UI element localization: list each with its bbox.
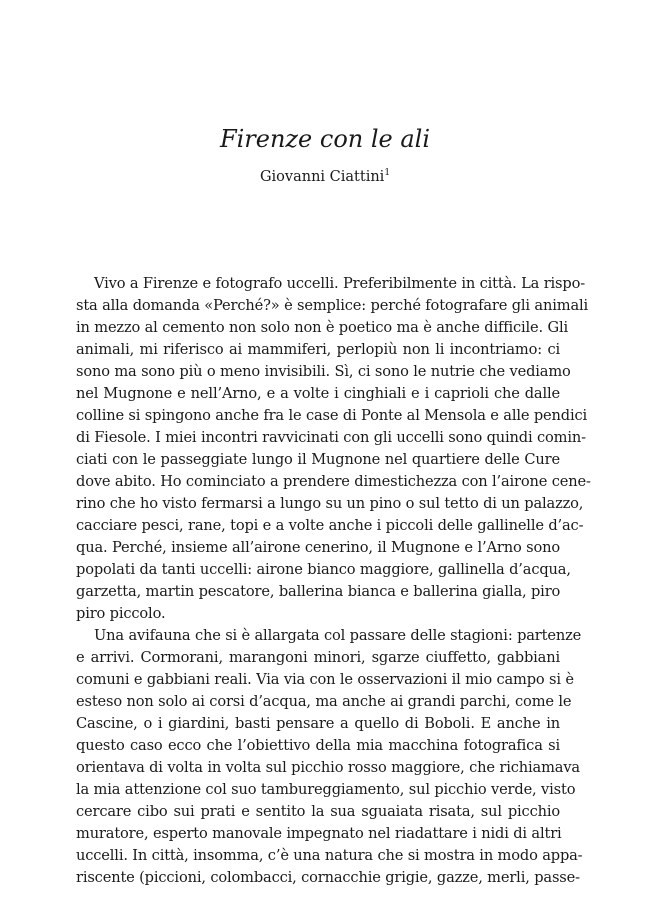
text-line: sono ma sono più o meno invisibili. Sì, ci sono le nutrie che vediamo [76,363,571,380]
text-line: ciati con le passeggiate lungo il Mugnone nel quartiere delle Cure [76,451,560,468]
article-body [76,273,591,889]
text-line: questo caso ecco che l’obiettivo della mia macchina fotografica si [76,737,560,754]
text-line: cacciare pesci, rane, topi e a volte anche i piccoli delle gallinelle d’ac- [76,517,584,534]
text-line: popolati da tanti uccelli: airone bianco maggiore, gallinella d’acqua, [76,561,571,578]
text-line: nel Mugnone e nell’Arno, e a volte i cinghiali e i caprioli che dalle [76,385,560,402]
footnote-mark: 1 [384,168,391,179]
author-name: Giovanni Ciattini [259,169,385,185]
text-line: comuni e gabbiani reali. Via via con le osservazioni il mio campo si è [76,671,574,688]
text-line: riscente (piccioni, colombacci, cornacchie grigie, gazze, merli, passe- [76,869,580,886]
text-line: colline si spingono anche fra le case di Ponte al Mensola e alle pendici [76,407,588,424]
text-line: in mezzo al cemento non solo non è poetico ma è anche difficile. Gli [76,319,569,336]
text-line: cercare cibo sui prati e sentito la sua sguaiata risata, sul picchio [76,803,560,820]
text-line: Cascine, o i giardini, basti pensare a quello di Boboli. E anche in [76,715,560,732]
text-line: dove abito. Ho cominciato a prendere dimestichezza con l’airone cene- [76,473,591,490]
text-line: animali, mi riferisco ai mammiferi, perlopiù non li incontriamo: ci [76,341,560,358]
text-line: orientava di volta in volta sul picchio rosso maggiore, che richiamava [76,759,580,776]
text-line: esteso non solo ai corsi d’acqua, ma anche ai grandi parchi, come le [76,693,572,710]
paragraph [76,273,591,625]
text-line: sta alla domanda «Perché?» è semplice: perché fotografare gli animali [76,297,589,314]
article-title: Firenze con le ali [219,125,431,153]
text-line: rino che ho visto fermarsi a lungo su un pino o sul tetto di un palazzo, [76,495,584,512]
text-line: la mia attenzione col suo tambureggiamento, sul picchio verde, visto [76,781,576,798]
text-line: e arrivi. Cormorani, marangoni minori, sgarze ciuffetto, gabbiani [76,649,560,666]
paragraph [76,625,583,889]
text-line: uccelli. In città, insomma, c’è una natura che si mostra in modo appa- [76,847,583,864]
text-line: qua. Perché, insieme all’airone cenerino, il Mugnone e l’Arno sono [76,539,560,556]
text-line: Una avifauna che si è allargata col passare delle stagioni: partenze [94,627,582,644]
text-line: piro piccolo. [76,605,166,622]
text-line: Vivo a Firenze e fotografo uccelli. Preferibilmente in città. La rispo- [94,275,585,292]
text-line: muratore, esperto manovale impegnato nel riadattare i nidi di altri [76,825,562,842]
text-line: garzetta, martin pescatore, ballerina bianca e ballerina gialla, piro [76,583,561,600]
author-line [0,167,650,187]
text-line: di Fiesole. I miei incontri ravvicinati con gli uccelli sono quindi comin- [76,429,586,446]
